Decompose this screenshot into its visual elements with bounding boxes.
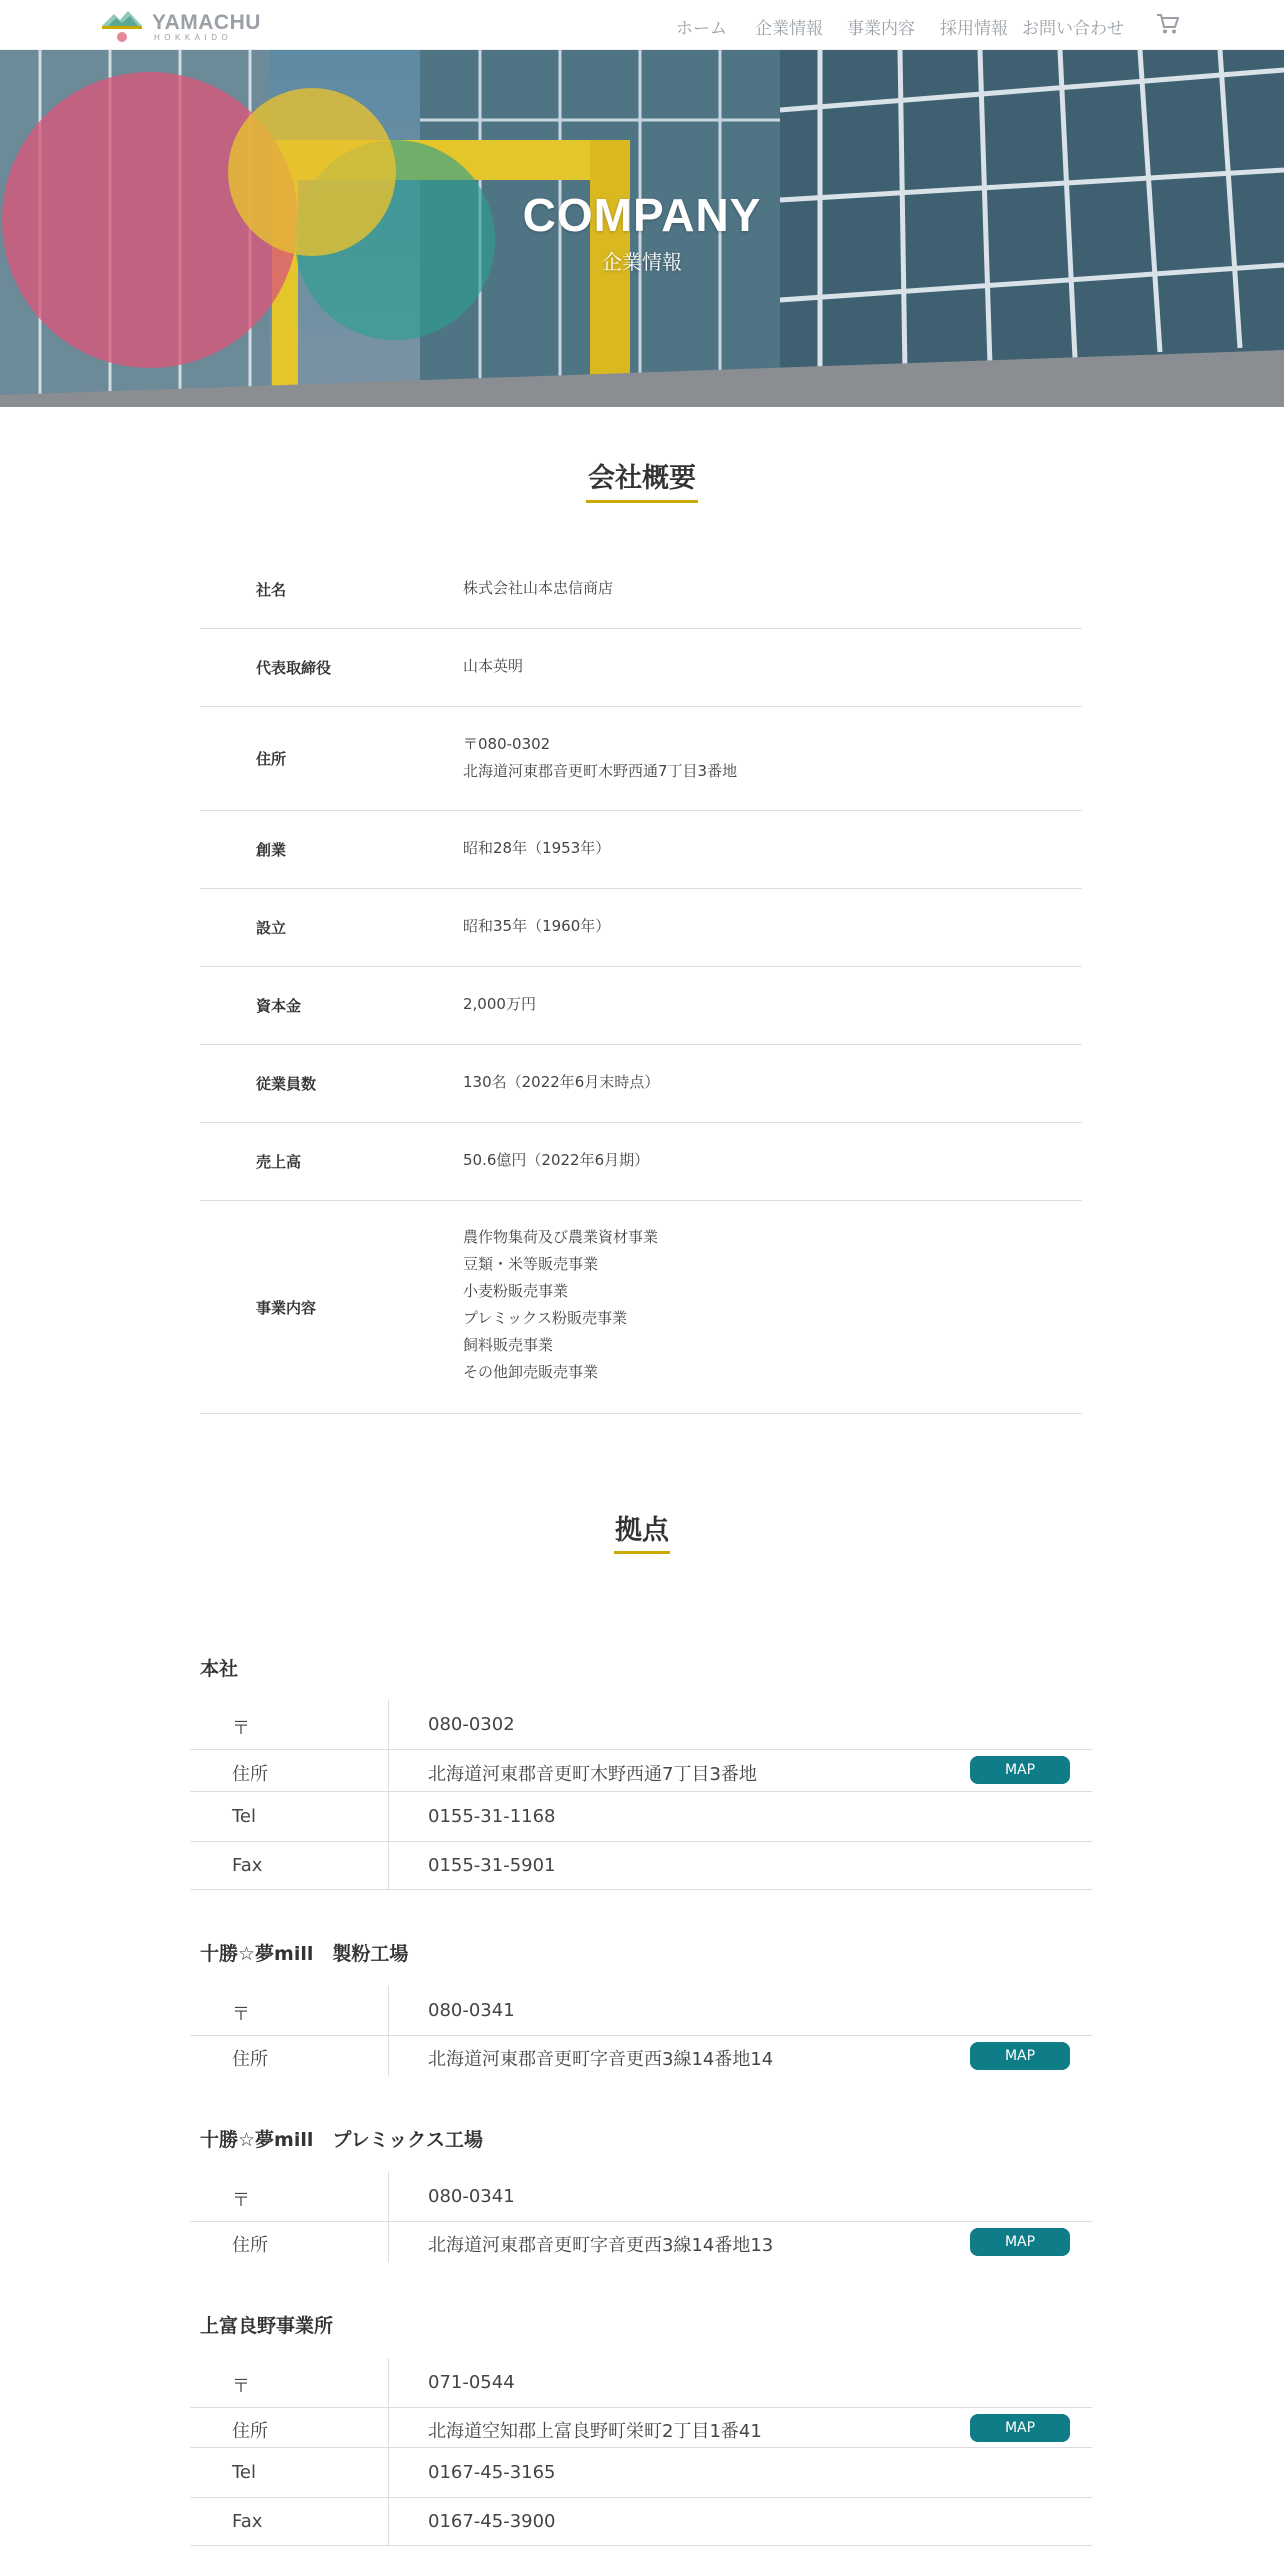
location-value: 0155-31-1168 bbox=[428, 1806, 556, 1827]
overview-value: 昭和35年（1960年） bbox=[463, 917, 611, 935]
overview-title: 会社概要 bbox=[588, 463, 696, 494]
location-value: 0167-45-3165 bbox=[428, 2462, 556, 2483]
overview-value: 農作物集荷及び農業資材事業 豆類・米等販売事業 小麦粉販売事業 プレミックス粉販売事業 飼料販売事業 その他卸売販売事業 bbox=[463, 1228, 659, 1381]
overview-label: 事業内容 bbox=[256, 1299, 317, 1317]
location-value: 080-0302 bbox=[428, 1714, 515, 1735]
nav-business[interactable]: 事業内容 bbox=[847, 19, 915, 39]
overview-label: 売上高 bbox=[256, 1153, 302, 1171]
location-label: Tel bbox=[232, 2462, 257, 2483]
nav-contact[interactable]: お問い合わせ bbox=[1022, 19, 1124, 39]
location-value: 北海道河東郡音更町字音更西3線14番地13 bbox=[428, 2235, 774, 2256]
site-header bbox=[0, 0, 1284, 50]
location-row bbox=[190, 2498, 1092, 2546]
overview-label: 住所 bbox=[256, 750, 287, 768]
overview-value: 130名（2022年6月末時点） bbox=[463, 1073, 660, 1091]
map-button[interactable]: MAP bbox=[970, 2042, 1070, 2070]
nav-recruit[interactable]: 採用情報 bbox=[940, 19, 1008, 39]
location-row bbox=[190, 1700, 1092, 1750]
overview-row bbox=[200, 629, 1082, 707]
hero-subtitle: 企業情報 bbox=[602, 250, 682, 274]
location-row bbox=[190, 2358, 1092, 2408]
location-row bbox=[190, 1986, 1092, 2036]
overview-value: 〒080-0302 北海道河東郡音更町木野西通7丁目3番地 bbox=[463, 735, 738, 780]
location-label: Tel bbox=[232, 1806, 257, 1827]
location-value: 北海道河東郡音更町字音更西3線14番地14 bbox=[428, 2049, 774, 2070]
overview-label: 設立 bbox=[256, 919, 287, 937]
nav-home[interactable]: ホーム bbox=[676, 19, 727, 39]
overview-title-underline bbox=[586, 500, 698, 503]
locations-title-underline bbox=[614, 1551, 670, 1554]
location-value: 0167-45-3900 bbox=[428, 2511, 556, 2532]
location-row bbox=[190, 2408, 1092, 2448]
overview-value: 50.6億円（2022年6月期） bbox=[463, 1151, 650, 1169]
location-row bbox=[190, 1842, 1092, 1890]
location-label: Fax bbox=[232, 2511, 263, 2532]
location-label: 〒 bbox=[232, 2376, 250, 2397]
overview-row bbox=[200, 967, 1082, 1045]
location-value: 北海道空知郡上富良野町栄町2丁目1番41 bbox=[428, 2421, 762, 2442]
overview-row bbox=[200, 707, 1082, 811]
logo-sub: HOKKAIDO bbox=[154, 33, 233, 42]
overview-label: 創業 bbox=[256, 841, 287, 859]
nav-company[interactable]: 企業情報 bbox=[755, 19, 823, 39]
map-button[interactable]: MAP bbox=[970, 2414, 1070, 2442]
location-value: 071-0544 bbox=[428, 2372, 515, 2393]
location-row bbox=[190, 2036, 1092, 2076]
overview-value: 株式会社山本忠信商店 bbox=[463, 579, 614, 597]
overview-value: 2,000万円 bbox=[463, 995, 536, 1013]
overview-value: 山本英明 bbox=[463, 657, 524, 675]
location-label: 住所 bbox=[232, 1764, 268, 1785]
overview-row bbox=[200, 889, 1082, 967]
map-button[interactable]: MAP bbox=[970, 1756, 1070, 1784]
hero-title: COMPANY bbox=[522, 189, 762, 241]
overview-row bbox=[200, 1045, 1082, 1123]
location-value: 080-0341 bbox=[428, 2186, 515, 2207]
overview-label: 資本金 bbox=[256, 997, 302, 1015]
cart-icon[interactable] bbox=[1156, 13, 1180, 35]
overview-label: 社名 bbox=[256, 581, 287, 599]
mountain-logo-icon bbox=[100, 8, 144, 44]
overview-row bbox=[200, 811, 1082, 889]
location-value: 0155-31-5901 bbox=[428, 1855, 556, 1876]
location-row bbox=[190, 1750, 1092, 1792]
overview-row bbox=[200, 1201, 1082, 1414]
location-label: 住所 bbox=[232, 2049, 268, 2070]
location-name: 本社 bbox=[200, 1658, 239, 1680]
location-label: 〒 bbox=[232, 2190, 250, 2211]
hero-banner bbox=[0, 50, 1284, 407]
location-name: 上富良野事業所 bbox=[200, 2315, 334, 2337]
logo-name: YAMACHU bbox=[152, 11, 261, 34]
location-row bbox=[190, 1792, 1092, 1842]
map-button[interactable]: MAP bbox=[970, 2228, 1070, 2256]
overview-label: 従業員数 bbox=[256, 1075, 317, 1093]
location-label: Fax bbox=[232, 1855, 263, 1876]
location-label: 〒 bbox=[232, 2004, 250, 2025]
location-row bbox=[190, 2448, 1092, 2498]
locations-title: 拠点 bbox=[615, 1515, 669, 1546]
location-name: 十勝☆夢mill 製粉工場 bbox=[200, 1943, 409, 1965]
location-name: 十勝☆夢mill プレミックス工場 bbox=[200, 2129, 484, 2151]
location-row bbox=[190, 2222, 1092, 2262]
location-label: 住所 bbox=[232, 2235, 268, 2256]
location-label: 住所 bbox=[232, 2421, 268, 2442]
logo[interactable] bbox=[100, 8, 260, 44]
overview-value: 昭和28年（1953年） bbox=[463, 839, 611, 857]
location-value: 080-0341 bbox=[428, 2000, 515, 2021]
overview-label: 代表取締役 bbox=[256, 659, 332, 677]
location-row bbox=[190, 2172, 1092, 2222]
overview-row bbox=[200, 551, 1082, 629]
location-value: 北海道河東郡音更町木野西通7丁目3番地 bbox=[428, 1764, 757, 1785]
overview-row bbox=[200, 1123, 1082, 1201]
location-label: 〒 bbox=[232, 1718, 250, 1739]
